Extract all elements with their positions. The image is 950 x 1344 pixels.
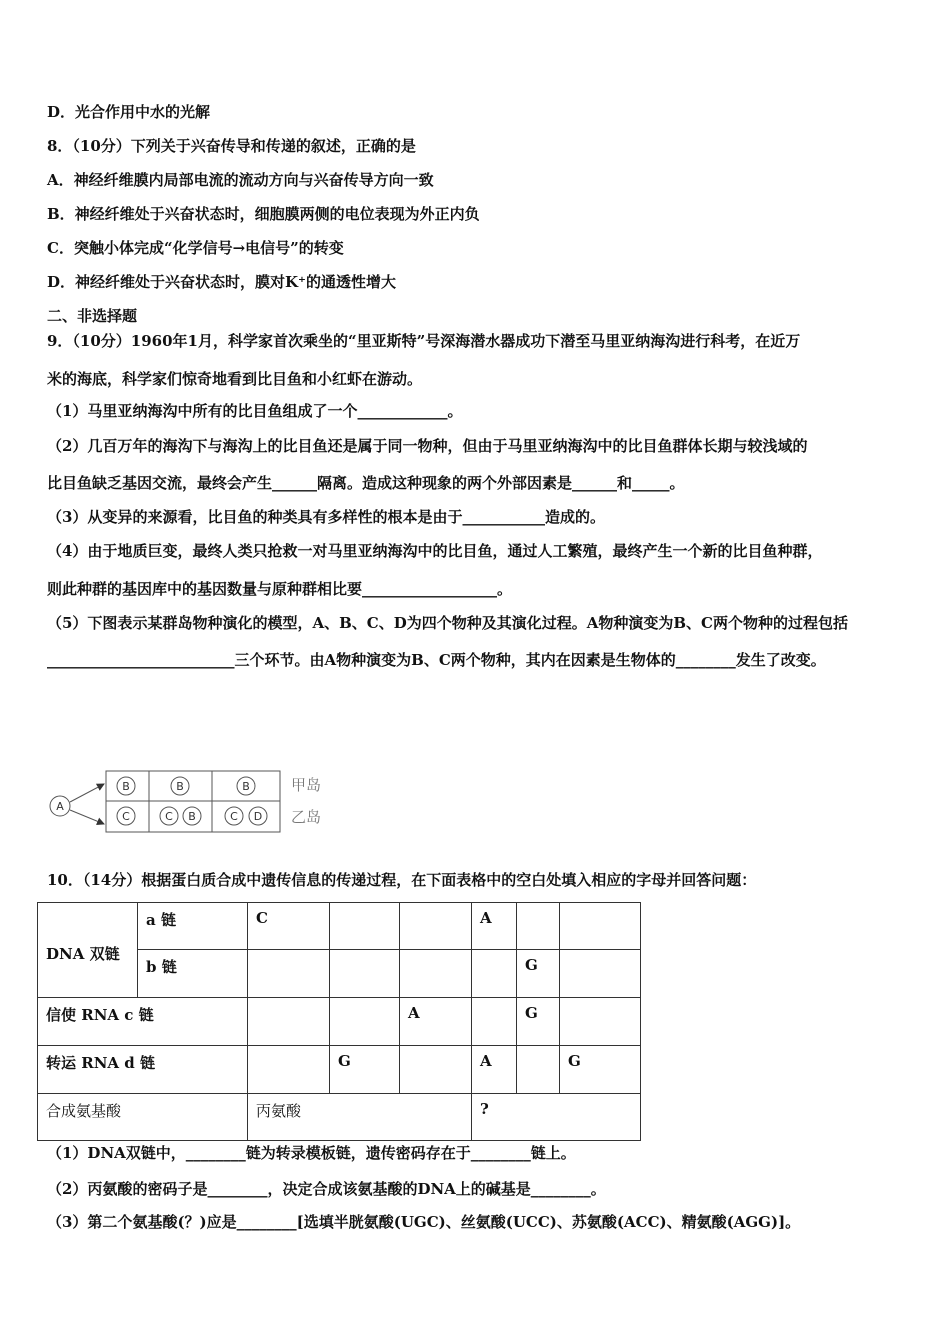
q8-option-d: D．神经纤维处于兴奋状态时，膜对K⁺的通透性增大	[47, 273, 396, 291]
cell[interactable]	[248, 998, 330, 1046]
island-evolution-diagram	[44, 768, 334, 836]
section-heading: 二、非选择题	[47, 307, 138, 325]
cell[interactable]	[400, 1046, 472, 1094]
q10-part1: （1）DNA双链中，________链为转录模板链，遗传密码存在于________链上。	[47, 1144, 576, 1162]
species-label: D	[253, 810, 263, 823]
species-label: B	[188, 810, 196, 823]
trna-label: 转运 RNA d 链	[38, 1046, 248, 1094]
cell[interactable]: G	[517, 998, 560, 1046]
cell[interactable]	[472, 998, 517, 1046]
q8-stem: 8．（10分）下列关于兴奋传导和传递的叙述，正确的是	[47, 137, 416, 155]
q9-part2-cont: 比目鱼缺乏基因交流，最终会产生______隔离。造成这种现象的两个外部因素是______和_____。	[47, 474, 685, 492]
cell[interactable]: G	[330, 1046, 400, 1094]
cell[interactable]	[400, 903, 472, 950]
q8-option-a: A．神经纤维膜内局部电流的流动方向与兴奋传导方向一致	[47, 171, 434, 189]
mrna-label: 信使 RNA c 链	[38, 998, 248, 1046]
island2-label: 乙岛	[290, 808, 322, 826]
q10-part3: （3）第二个氨基酸(？)应是________[选填半胱氨酸(UGC)、丝氨酸(UCC)、苏氨酸(ACC)、精氨酸(AGG)]。	[47, 1213, 801, 1231]
cell[interactable]: A	[400, 998, 472, 1046]
q8-option-c: C．突触小体完成“化学信号→电信号”的转变	[47, 239, 344, 257]
arrow-to-island2	[70, 810, 104, 824]
q9-part4: （4）由于地质巨变，最终人类只抢救一对马里亚纳海沟中的比目鱼，通过人工繁殖，最终产生一个新的比目鱼种群，	[47, 542, 823, 560]
q8-option-b: B．神经纤维处于兴奋状态时，细胞膜两侧的电位表现为外正内负	[47, 205, 480, 223]
cell[interactable]	[330, 903, 400, 950]
cell[interactable]	[560, 903, 641, 950]
cell[interactable]	[330, 998, 400, 1046]
species-label: B	[176, 780, 184, 793]
island1-label: 甲岛	[290, 776, 322, 794]
cell[interactable]	[472, 950, 517, 998]
species-a-label: A	[56, 800, 64, 813]
genetic-info-table	[37, 902, 641, 1141]
cell[interactable]	[560, 998, 641, 1046]
cell[interactable]	[248, 950, 330, 998]
q10-stem: 10．（14分）根据蛋白质合成中遗传信息的传递过程，在下面表格中的空白处填入相应的字母并回答问题：	[47, 871, 757, 889]
cell[interactable]: G	[517, 950, 560, 998]
b-chain-label: b 链	[138, 950, 248, 998]
q9-part5-cont: _________________________三个环节。由A物种演变为B、C两个物种，其内在因素是生物体的________发生了改变。	[47, 651, 826, 669]
cell[interactable]: G	[560, 1046, 641, 1094]
cell[interactable]: A	[472, 903, 517, 950]
species-label: C	[230, 810, 238, 823]
q9-part3: （3）从变异的来源看，比目鱼的种类具有多样性的根本是由于___________造成的。	[47, 508, 605, 526]
cell[interactable]	[248, 1046, 330, 1094]
dna-label: DNA 双链	[38, 903, 138, 998]
q9-part5: （5）下图表示某群岛物种演化的模型，A、B、C、D为四个物种及其演化过程。A物种演变为B、C两个物种的过程包括	[47, 614, 848, 632]
cell[interactable]	[517, 903, 560, 950]
species-label: C	[165, 810, 173, 823]
amino-acid-label: 合成氨基酸	[38, 1094, 248, 1141]
cell[interactable]	[400, 950, 472, 998]
species-label: B	[122, 780, 130, 793]
cell[interactable]: C	[248, 903, 330, 950]
q9-part2: （2）几百万年的海沟下与海沟上的比目鱼还是属于同一物种，但由于马里亚纳海沟中的比目鱼群体长期与较浅域的	[47, 437, 808, 455]
cell[interactable]	[560, 950, 641, 998]
species-label: B	[242, 780, 250, 793]
a-chain-label: a 链	[138, 903, 248, 950]
q10-part2: （2）丙氨酸的密码子是________，决定合成该氨基酸的DNA上的碱基是________。	[47, 1180, 606, 1198]
q9-stem: 9．（10分）1960年1月，科学家首次乘坐的“里亚斯特”号深海潜水器成功下潜至马里亚纳海沟进行科考，在近万	[47, 332, 801, 350]
cell[interactable]	[517, 1046, 560, 1094]
amino-acid-2[interactable]: ?	[472, 1094, 641, 1141]
amino-acid-1: 丙氨酸	[248, 1094, 472, 1141]
q9-part4-cont: 则此种群的基因库中的基因数量与原种群相比要__________________。	[47, 580, 513, 598]
species-label: C	[122, 810, 130, 823]
q9-stem-cont: 米的海底，科学家们惊奇地看到比目鱼和小红虾在游动。	[47, 370, 423, 388]
q9-part1: （1）马里亚纳海沟中所有的比目鱼组成了一个____________。	[47, 402, 463, 420]
arrow-to-island1	[70, 784, 104, 802]
cell[interactable]: A	[472, 1046, 517, 1094]
cell[interactable]	[330, 950, 400, 998]
q7-option-d: D．光合作用中水的光解	[47, 103, 211, 121]
